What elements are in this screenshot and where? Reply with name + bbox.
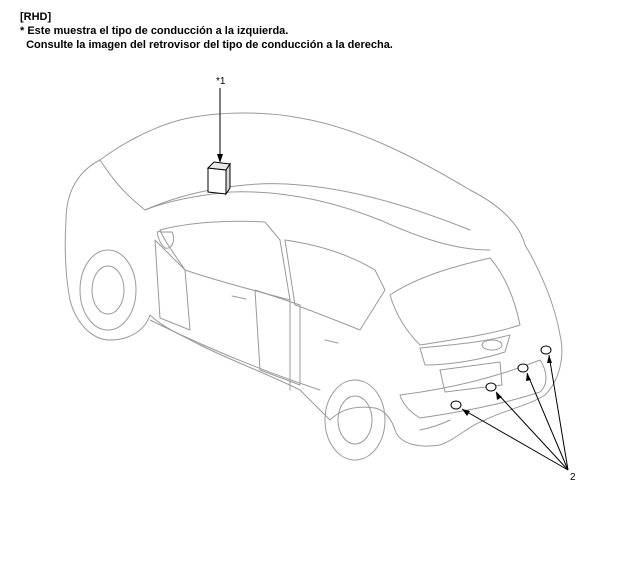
sensor-arrow-3 xyxy=(526,373,531,381)
note-line-2: Consulte la imagen del retrovisor del tipo de conducción a la derecha. xyxy=(20,39,393,51)
bumper-reflector xyxy=(420,420,450,430)
rear-door xyxy=(255,290,300,385)
roof-rail xyxy=(145,184,470,230)
front-door xyxy=(155,240,190,330)
control-module xyxy=(208,162,230,194)
car-body-outline xyxy=(65,113,562,446)
front-wheel-hub xyxy=(92,266,124,314)
rear-emblem xyxy=(482,340,502,350)
module-box-front xyxy=(208,168,226,194)
front-door-handle xyxy=(232,296,246,299)
sensor-leader-3 xyxy=(527,373,568,470)
rear-wheel xyxy=(325,380,385,460)
front-side-window xyxy=(160,221,290,300)
rhd-tag: [RHD] xyxy=(20,11,52,23)
callout-sensors-label: 2 xyxy=(570,472,576,483)
sensor-3 xyxy=(518,364,528,372)
rear-window xyxy=(390,258,520,345)
sensor-1 xyxy=(451,401,461,409)
sensor-leader-lines xyxy=(462,355,568,470)
note-line-1: * Este muestra el tipo de conducción a la izquierda. xyxy=(20,25,289,37)
callout-module-label: *1 xyxy=(216,76,226,87)
sensor-leader-1 xyxy=(462,409,568,470)
module-leader-arrow xyxy=(217,154,223,163)
sensor-leader-arrows xyxy=(462,355,552,416)
rear-wheel-hub xyxy=(338,396,372,444)
tail-light xyxy=(420,335,510,365)
car-outline xyxy=(65,113,562,460)
module-box-right xyxy=(226,164,230,194)
sensor-4 xyxy=(541,346,551,354)
sensor-arrow-2 xyxy=(496,392,502,400)
sensor-2 xyxy=(486,383,496,391)
front-wheel xyxy=(80,250,136,330)
rear-door-handle xyxy=(325,340,338,343)
rocker-line xyxy=(150,320,320,390)
